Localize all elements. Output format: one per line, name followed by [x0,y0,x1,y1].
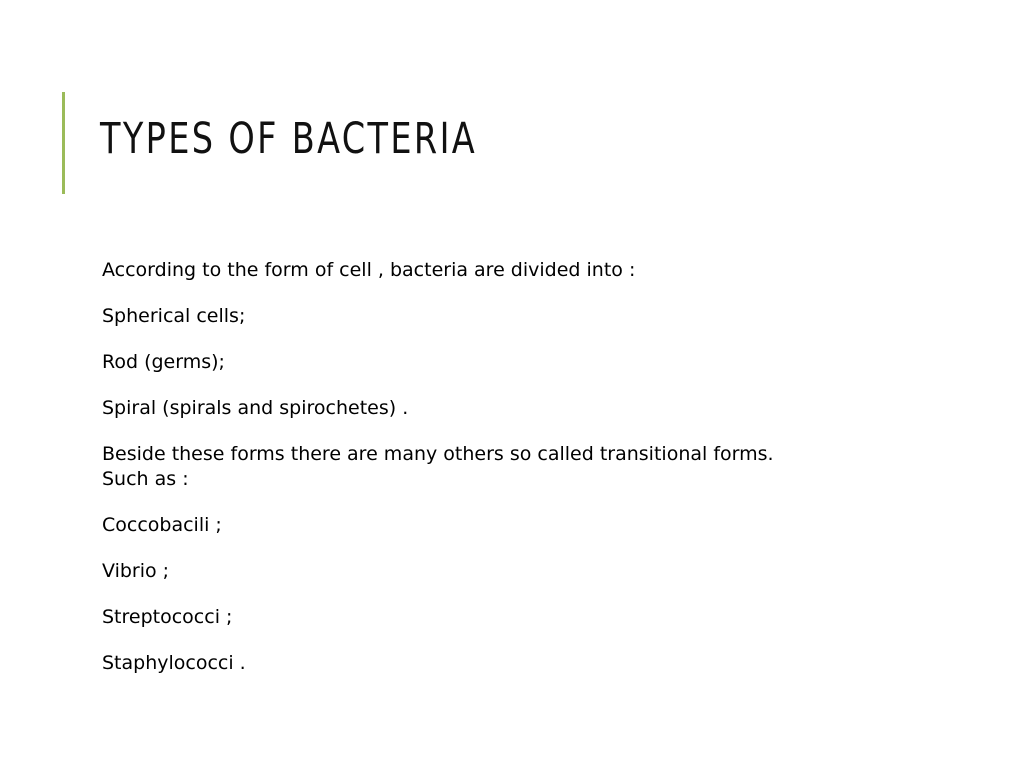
body-paragraph-vibrio: Vibrio ; [102,560,170,582]
title-accent-bar [62,92,65,194]
transitional-line-2: Such as : [102,468,189,490]
slide-title: TYPES OF BACTERIA [100,114,478,164]
body-paragraph-rod: Rod (germs); [102,351,225,373]
body-paragraph-streptococci: Streptococci ; [102,606,233,628]
body-paragraph-intro: According to the form of cell , bacteria are divided into : [102,259,636,281]
body-paragraph-transitional [102,442,882,492]
slide-body [102,258,882,697]
body-paragraph-spiral: Spiral (spirals and spirochetes) . [102,397,409,419]
body-paragraph-staphylococci: Staphylococci . [102,652,246,674]
transitional-line-1: Beside these forms there are many others so called transitional forms. [102,443,774,465]
body-paragraph-coccobacili: Coccobacili ; [102,514,222,536]
body-paragraph-spherical: Spherical cells; [102,305,246,327]
